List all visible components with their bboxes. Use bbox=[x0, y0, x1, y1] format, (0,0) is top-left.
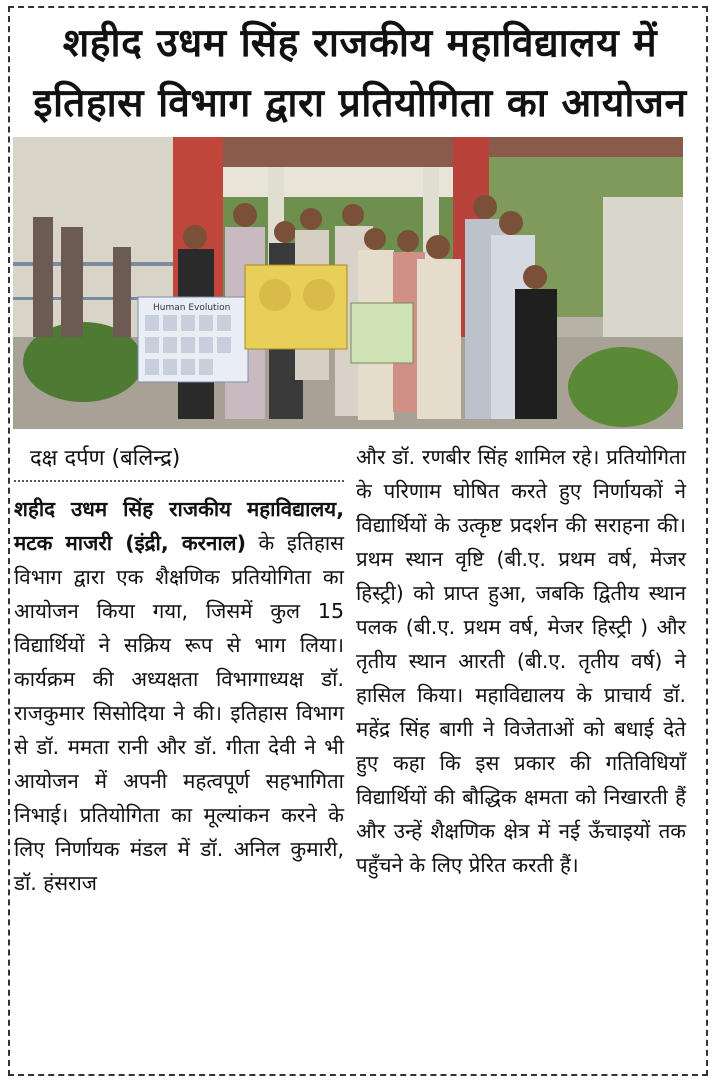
poster-title: Human Evolution bbox=[153, 303, 231, 313]
byline: दक्ष दर्पण (बलिन्द्र) bbox=[14, 438, 344, 482]
article-lead: शहीद उधम सिंह राजकीय महाविद्यालय, मटक माजरी (इंद्री, करनाल) bbox=[14, 497, 344, 555]
article-right-body: और डॉ. रणबीर सिंह शामिल रहे। प्रतियोगिता के परिणाम घोषित करते हुए निर्णायकों ने विद्यार्थियों के उत्कृष्ट प्रदर्शन की सराहना की। प्रथम स्थान वृष्टि (बी.ए. प्रथम वर्ष, मेजर हिस्ट्री) को प्राप्त हुआ, जबकि द्वितीय स्थान पलक (बी.ए. प्रथम वर्ष, मेजर हिस्ट्री ) और तृतीय स्थान आरती (बी.ए. तृतीय वर्ष) ने हासिल किया। महाविद्यालय के प्राचार्य डॉ. महेंद्र सिंह बागी ने विजेताओं को बधाई देते हुए कहा कि इस प्रकार की गतिविधियाँ विद्यार्थियों की बौद्धिक क्षमता को निखारती हैं और उन्हें शैक्षणिक क्षेत्र में नई ऊँचाइयों तक पहुँचने के लिए प्रेरित करती हैं। bbox=[356, 445, 686, 877]
article-column-left bbox=[14, 438, 344, 900]
article-paragraph-left bbox=[14, 492, 344, 900]
headline bbox=[0, 14, 720, 134]
headline-line-2: इतिहास विभाग द्वारा प्रतियोगिता का आयोजन bbox=[33, 81, 687, 126]
article-left-body: के इतिहास विभाग द्वारा एक शैक्षणिक प्रतियोगिता का आयोजन किया गया, जिसमें कुल 15 विद्यार्थियों ने सक्रिय रूप से भाग लिया।कार्यक्रम की अध्यक्षता विभागाध्यक्ष डॉ. राजकुमार सिसोदिया ने की। इतिहास विभाग से डॉ. ममता रानी और डॉ. गीता देवी ने भी आयोजन में अपनी महत्वपूर्ण सहभागिता निभाई। प्रतियोगिता का मूल्यांकन करने के लिए निर्णायक मंडल में डॉ. अनिल कुमारी, डॉ. हंसराज bbox=[14, 531, 344, 895]
headline-line-1: शहीद उधम सिंह राजकीय महाविद्यालय में bbox=[62, 21, 658, 66]
group-photo bbox=[13, 137, 683, 429]
article-column-right bbox=[356, 440, 686, 882]
